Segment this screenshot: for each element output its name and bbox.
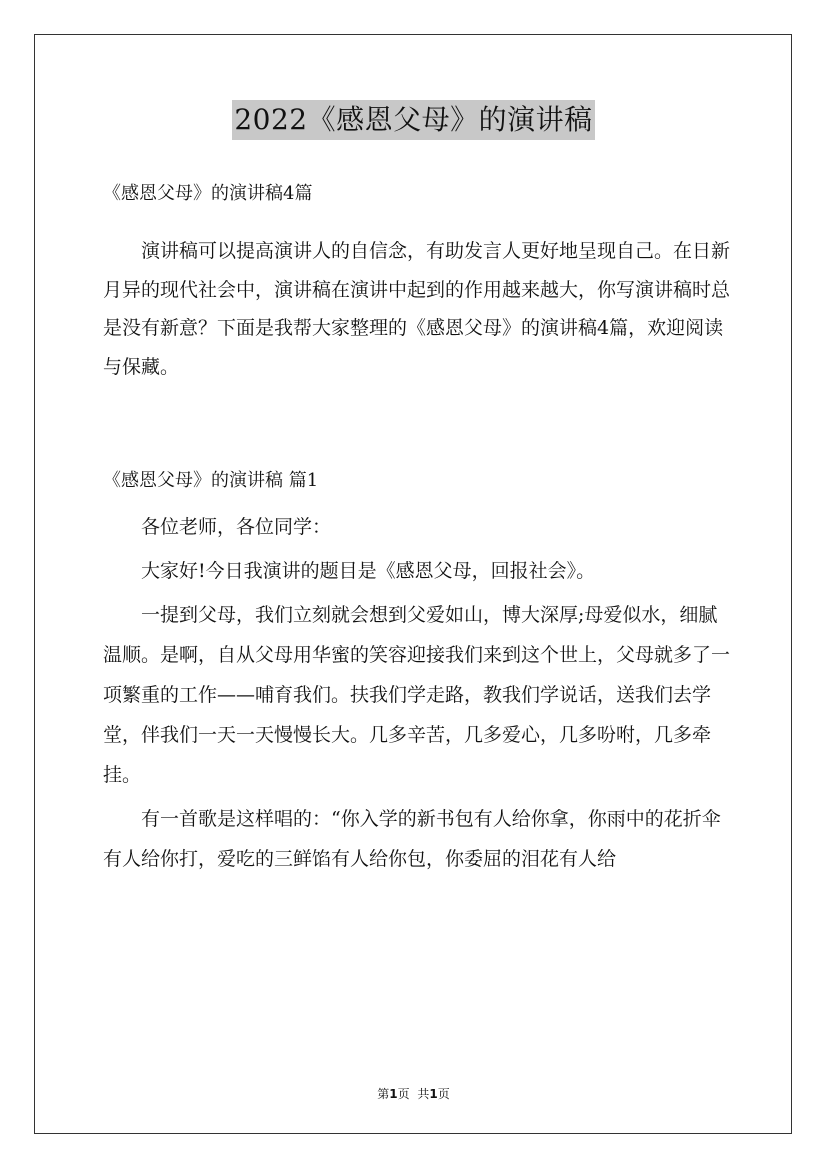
section-heading: 《感恩父母》的演讲稿 篇1	[103, 470, 319, 491]
footer-total-pages: 1	[429, 1087, 438, 1101]
footer-total-prefix: 共	[417, 1087, 430, 1101]
footer-page-prefix: 第	[377, 1087, 390, 1101]
body-paragraph-1: 大家好!今日我演讲的题目是《感恩父母，回报社会》。	[141, 560, 596, 582]
document-body	[103, 175, 733, 879]
body-paragraph-3: 有一首歌是这样唱的：“你入学的新书包有人给你拿，你雨中的花折伞有人给你打，爱吃的三鲜馅有人给你包，你委屈的泪花有人给	[103, 808, 721, 870]
document-subtitle: 《感恩父母》的演讲稿4篇	[103, 183, 313, 204]
title-wrap	[0, 100, 827, 140]
footer-total-suffix: 页	[437, 1087, 450, 1101]
intro-paragraph: 演讲稿可以提高演讲人的自信念，有助发言人更好地呈现自己。在日新月异的现代社会中，演讲稿在演讲中起到的作用越来越大，你写演讲稿时总是没有新意？下面是我帮大家整理的《感恩父母》的演讲稿4篇，欢迎阅读与保藏。	[103, 240, 731, 378]
greeting-paragraph: 各位老师，各位同学：	[141, 516, 332, 538]
footer-page-suffix: 页	[397, 1087, 410, 1101]
document-title: 2022《感恩父母》的演讲稿	[232, 100, 594, 140]
footer-page-number: 1	[389, 1087, 398, 1101]
body-paragraph-2: 一提到父母，我们立刻就会想到父爱如山，博大深厚;母爱似水，细腻温顺。是啊，自从父母用华蜜的笑容迎接我们来到这个世上，父母就多了一项繁重的工作——哺育我们。扶我们学走路，教我们学说话，送我们去学堂，伴我们一天一天慢慢长大。几多辛苦，几多爱心，几多吩咐，几多牵挂。	[103, 604, 731, 786]
page-footer	[0, 1085, 827, 1102]
